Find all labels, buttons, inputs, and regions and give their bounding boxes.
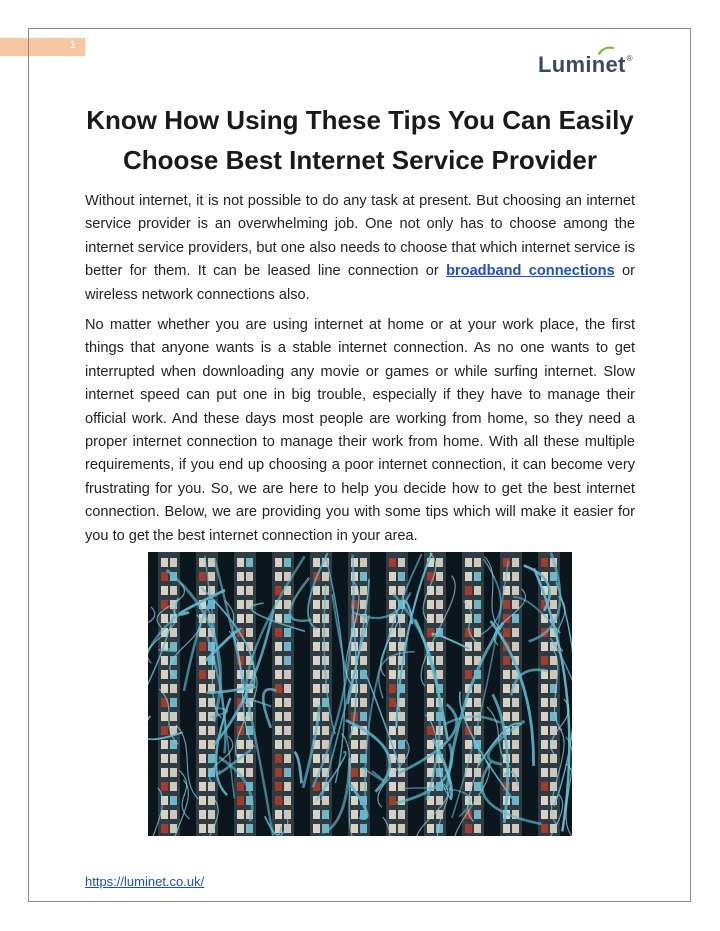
paragraph-1-tail: or wireless network connections also. [85, 263, 635, 303]
luminet-logo [538, 50, 633, 80]
page-number: 1 [70, 39, 77, 51]
logo-text: Luminet [538, 52, 626, 77]
logo-swoosh-icon [598, 46, 614, 56]
page-title: Know How Using These Tips You Can Easily Choose Best Internet Service Provider [86, 105, 634, 175]
fiber-cable-illustration [148, 552, 572, 836]
paragraph-1-text: Without internet, it is not possible to do any task at present. But choosing an internet service provider is an overwhelming job. One not only has to choose among the internet service providers, but one also needs to choose that which internet service is better for them. It can be leased line connection or [85, 193, 635, 280]
paragraph-1 [85, 190, 635, 307]
logo-registered-mark: ® [626, 54, 633, 63]
article-body [85, 190, 635, 555]
paragraph-2: No matter whether you are using internet at home or at your work place, the first things that anyone wants is a stable internet connection. As no one wants to get interrupted when downloading any movie or games or while surfing internet. Slow internet speed can put one in big trouble, especially if they have to manage their official work. And these days most people are working from home, so they need a proper internet connection to manage their work from home. With all these multiple requirements, if you end up choosing a poor internet connection, it can become very frustrating for you. So, we are here to help you decide how to get the best internet connection. Below, we are providing you with some tips which will make it easier for you to get the best internet connection in your area. [85, 317, 635, 544]
fiber-optic-cables-image [148, 552, 572, 836]
broadband-connections-link[interactable]: broadband connections [446, 263, 615, 280]
footer-website-link[interactable]: https://luminet.co.uk/ [85, 874, 205, 889]
